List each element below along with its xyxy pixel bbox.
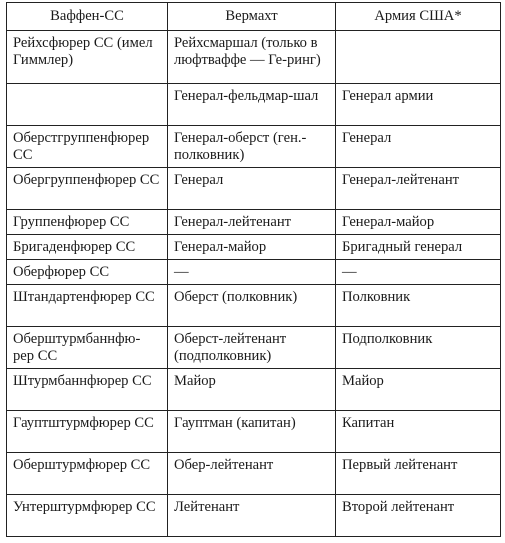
cell-waffen-ss: Обергруппенфюрер СС — [7, 168, 168, 210]
cell-waffen-ss: Оберштурмфюрер СС — [7, 453, 168, 495]
cell-wehrmacht: Генерал-фельдмар-шал — [168, 84, 336, 126]
table-row — [7, 453, 501, 495]
cell-wehrmacht: Майор — [168, 369, 336, 411]
cell-wehrmacht: Оберст-лейтенант (подполковник) — [168, 327, 336, 369]
header-us-army: Армия США* — [336, 3, 501, 31]
cell-wehrmacht: Генерал-майор — [168, 235, 336, 260]
cell-wehrmacht: Генерал-оберст (ген.-полковник) — [168, 126, 336, 168]
table-row — [7, 31, 501, 84]
cell-waffen-ss: Штандартенфюрер СС — [7, 285, 168, 327]
cell-us-army: Второй лейтенант — [336, 495, 501, 537]
table-row — [7, 210, 501, 235]
cell-wehrmacht: Обер-лейтенант — [168, 453, 336, 495]
cell-waffen-ss — [7, 84, 168, 126]
cell-us-army: Бригадный генерал — [336, 235, 501, 260]
cell-waffen-ss: Оберфюрер СС — [7, 260, 168, 285]
cell-wehrmacht: Лейтенант — [168, 495, 336, 537]
cell-waffen-ss: Унтерштурмфюрер СС — [7, 495, 168, 537]
rank-comparison-table — [6, 2, 501, 537]
header-wehrmacht: Вермахт — [168, 3, 336, 31]
cell-waffen-ss: Оберстгруппенфюрер СС — [7, 126, 168, 168]
cell-wehrmacht: Оберст (полковник) — [168, 285, 336, 327]
table-row — [7, 168, 501, 210]
table-row — [7, 84, 501, 126]
cell-wehrmacht: Рейхсмаршал (только в люфтваффе — Ге-ринг) — [168, 31, 336, 84]
table-row — [7, 495, 501, 537]
cell-waffen-ss: Группенфюрер СС — [7, 210, 168, 235]
cell-waffen-ss: Бригаденфюрер СС — [7, 235, 168, 260]
cell-us-army — [336, 31, 501, 84]
table-row — [7, 235, 501, 260]
cell-waffen-ss: Гауптштурмфюрер СС — [7, 411, 168, 453]
cell-wehrmacht: Гауптман (капитан) — [168, 411, 336, 453]
table-row — [7, 369, 501, 411]
table-row — [7, 285, 501, 327]
cell-wehrmacht: — — [168, 260, 336, 285]
cell-waffen-ss: Штурмбаннфюрер СС — [7, 369, 168, 411]
cell-us-army: Полковник — [336, 285, 501, 327]
cell-us-army: Генерал-лейтенант — [336, 168, 501, 210]
cell-waffen-ss: Оберштурмбаннфю-рер СС — [7, 327, 168, 369]
cell-us-army: Подполковник — [336, 327, 501, 369]
cell-us-army: Капитан — [336, 411, 501, 453]
cell-us-army: Генерал армии — [336, 84, 501, 126]
table-row — [7, 327, 501, 369]
table-row — [7, 411, 501, 453]
cell-us-army: Генерал-майор — [336, 210, 501, 235]
cell-wehrmacht: Генерал-лейтенант — [168, 210, 336, 235]
cell-us-army: — — [336, 260, 501, 285]
cell-us-army: Майор — [336, 369, 501, 411]
cell-wehrmacht: Генерал — [168, 168, 336, 210]
header-waffen-ss: Ваффен-СС — [7, 3, 168, 31]
header-row — [7, 3, 501, 31]
table-row — [7, 260, 501, 285]
cell-us-army: Первый лейтенант — [336, 453, 501, 495]
cell-waffen-ss: Рейхсфюрер СС (имел Гиммлер) — [7, 31, 168, 84]
table-row — [7, 126, 501, 168]
cell-us-army: Генерал — [336, 126, 501, 168]
